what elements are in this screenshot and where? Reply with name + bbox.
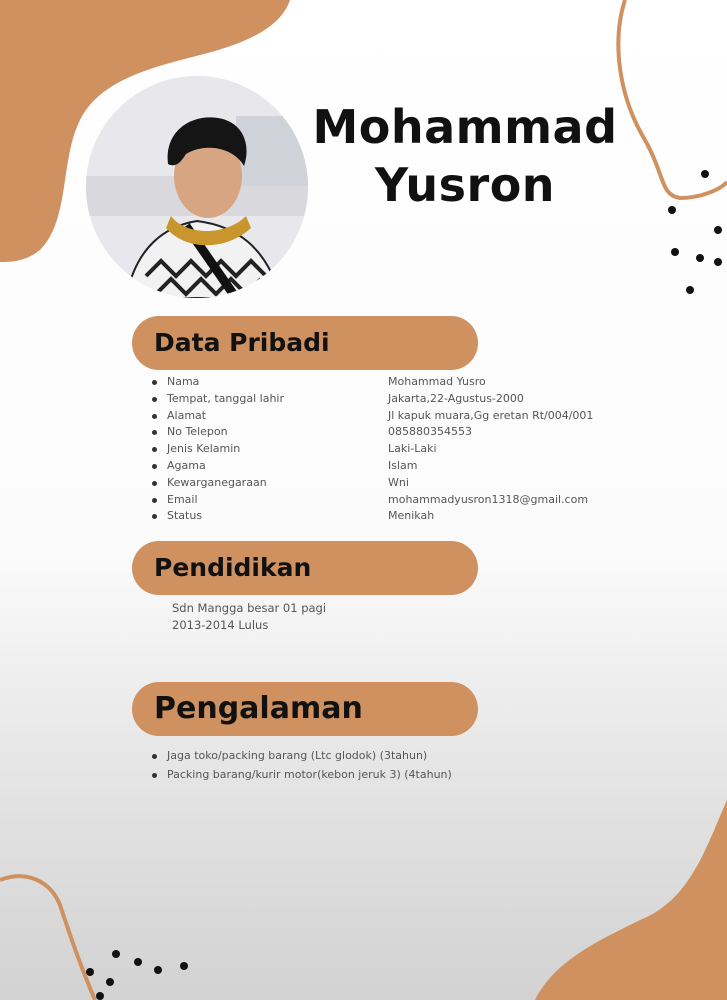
- section-title: Data Pribadi: [154, 328, 330, 357]
- list-item: Nama Mohammad Yusro: [150, 374, 670, 391]
- bullet-icon: [152, 430, 157, 435]
- bullet-icon: [152, 514, 157, 519]
- curve-bottom-left: [0, 876, 95, 1000]
- education-details: [172, 600, 326, 634]
- list-item: Kewarganegaraan Wni: [150, 475, 670, 492]
- personal-data-list: [150, 374, 670, 525]
- school-name: Sdn Mangga besar 01 pagi: [172, 601, 327, 615]
- bullet-icon: [152, 464, 157, 469]
- list-item: Agama Islam: [150, 458, 670, 475]
- list-item: Email mohammadyusron1318@gmail.com: [150, 492, 670, 509]
- section-title: Pendidikan: [154, 553, 312, 582]
- school-years: 2013-2014 Lulus: [172, 618, 269, 632]
- bullet-icon: [152, 447, 157, 452]
- list-item: Status Menikah: [150, 508, 670, 525]
- list-item: No Telepon 085880354553: [150, 424, 670, 441]
- bullet-icon: [152, 498, 157, 503]
- profile-photo: [86, 76, 308, 298]
- section-title: Pengalaman: [154, 691, 363, 726]
- section-header-data-pribadi: [132, 316, 478, 370]
- bullet-icon: [152, 380, 157, 385]
- bullet-icon: [152, 481, 157, 486]
- experience-list: [150, 748, 480, 785]
- bullet-icon: [152, 397, 157, 402]
- list-item: Alamat Jl kapuk muara,Gg eretan Rt/004/001: [150, 408, 670, 425]
- bullet-icon: [152, 754, 157, 759]
- bullet-icon: [152, 414, 157, 419]
- section-header-pengalaman: [132, 682, 478, 736]
- list-item: Tempat, tanggal lahir Jakarta,22-Agustus-2000: [150, 391, 670, 408]
- list-item: Packing barang/kurir motor(kebon jeruk 3) (4tahun): [150, 767, 480, 784]
- dots-right: [668, 170, 722, 294]
- blob-bottom-right: [535, 800, 727, 1000]
- list-item: Jenis Kelamin Laki-Laki: [150, 441, 670, 458]
- curve-top-right: [618, 0, 727, 198]
- dots-bottom-left: [86, 950, 188, 1000]
- last-name: Yusron: [374, 158, 556, 212]
- bullet-icon: [152, 773, 157, 778]
- first-name: Mohammad: [312, 100, 618, 154]
- section-header-pendidikan: [132, 541, 478, 595]
- list-item: Jaga toko/packing barang (Ltc glodok) (3tahun): [150, 748, 480, 765]
- candidate-name: [300, 98, 630, 214]
